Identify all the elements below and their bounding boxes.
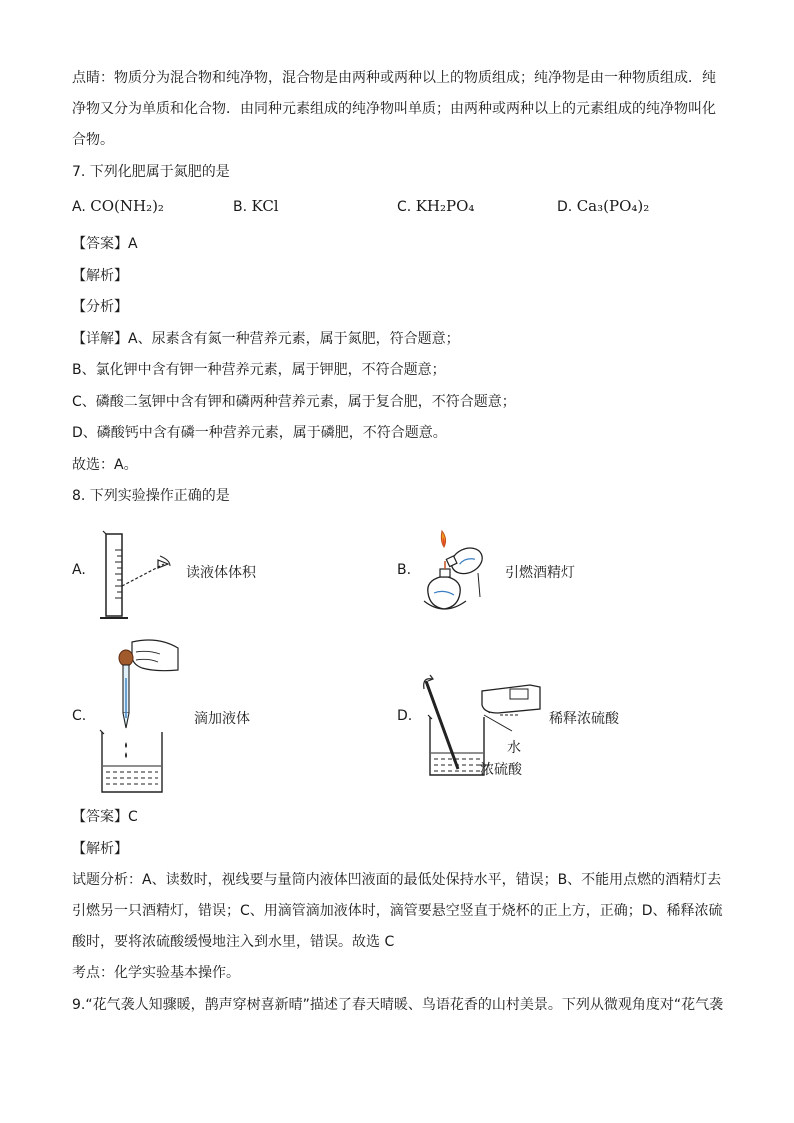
q8-stem: 8. 下列实验操作正确的是 bbox=[72, 488, 230, 504]
q8-explanation-2: 引燃另一只酒精灯，错误；C、用滴管滴加液体时，滴管要悬空竖直于烧杯的正上方，正确；D、稀释浓硫 bbox=[72, 903, 723, 919]
q8-option-a-caption: 读液体体积 bbox=[186, 565, 256, 581]
q8-option-c-caption: 滴加液体 bbox=[194, 711, 250, 727]
q7-option-a-label: A. bbox=[72, 199, 86, 215]
q8-option-d-caption: 稀释浓硫酸 bbox=[549, 711, 619, 727]
q7-analysis-head: 【解析】 bbox=[72, 268, 128, 284]
q7-detail-4: D、磷酸钙中含有磷一种营养元素，属于磷肥，不符合题意。 bbox=[72, 425, 447, 441]
q7-option-d-formula: Ca₃(PO₄)₂ bbox=[576, 197, 650, 215]
q7-option-b-formula: KCl bbox=[251, 197, 279, 215]
q8-option-a-label: A. bbox=[72, 562, 86, 578]
q8-option-c-label: C. bbox=[72, 708, 87, 724]
q7-detail-2: B、氯化钾中含有钾一种营养元素，属于钾肥，不符合题意； bbox=[72, 362, 446, 378]
q8-option-d-water-label: 水 bbox=[507, 740, 521, 756]
q7-option-c bbox=[397, 197, 474, 215]
q8-explanation-3: 酸时，要将浓硫酸缓慢地注入到水里，错误。故选 C bbox=[72, 934, 395, 950]
dropper-beaker-figure bbox=[96, 638, 184, 796]
note-line-3: 合物。 bbox=[72, 132, 114, 148]
q9-stem: 9.“花气袭人知骤暖，鹊声穿树喜新晴”描述了春天晴暖、鸟语花香的山村美景。下列从微观角度对“花气袭 bbox=[72, 997, 724, 1013]
q7-analyze-head: 【分析】 bbox=[72, 299, 128, 315]
q8-explanation-1: 试题分析：A、读数时，视线要与量筒内液体凹液面的最低处保持水平，错误；B、不能用点燃的酒精灯去 bbox=[72, 872, 722, 888]
graduated-cylinder-figure bbox=[96, 530, 180, 626]
q8-kaodian: 考点：化学实验基本操作。 bbox=[72, 965, 240, 981]
q7-option-d bbox=[557, 197, 649, 215]
q7-option-b-label: B. bbox=[233, 199, 248, 215]
q7-option-d-label: D. bbox=[557, 199, 573, 215]
q8-option-d-label: D. bbox=[397, 708, 413, 724]
q7-option-a-formula: CO(NH₂)₂ bbox=[90, 197, 164, 215]
note-line-1: 点睛：物质分为混合物和纯净物，混合物是由两种或两种以上的物质组成；纯净物是由一种物质组成．纯 bbox=[72, 70, 716, 86]
q8-option-d-acid-label: 浓硫酸 bbox=[480, 762, 522, 778]
q8-answer: 【答案】C bbox=[72, 809, 138, 825]
q7-conclusion: 故选：A。 bbox=[72, 457, 138, 473]
q7-option-b bbox=[233, 197, 279, 215]
alcohol-lamp-figure bbox=[418, 527, 500, 617]
q8-option-b-caption: 引燃酒精灯 bbox=[505, 565, 575, 581]
q7-detail-1: 【详解】A、尿素含有氮一种营养元素，属于氮肥，符合题意； bbox=[72, 331, 460, 347]
q7-answer: 【答案】A bbox=[72, 236, 138, 252]
q7-option-a bbox=[72, 197, 164, 215]
note-line-2: 净物又分为单质和化合物．由同种元素组成的纯净物叫单质；由两种或两种以上的元素组成的纯净物叫化 bbox=[72, 101, 716, 117]
q8-analysis-head: 【解析】 bbox=[72, 841, 128, 857]
q8-option-b-label: B. bbox=[397, 562, 412, 578]
q7-stem: 7. 下列化肥属于氮肥的是 bbox=[72, 164, 230, 180]
q7-detail-3: C、磷酸二氢钾中含有钾和磷两种营养元素，属于复合肥，不符合题意； bbox=[72, 394, 516, 410]
q7-option-c-formula: KH₂PO₄ bbox=[415, 197, 475, 215]
q7-option-c-label: C. bbox=[397, 199, 412, 215]
